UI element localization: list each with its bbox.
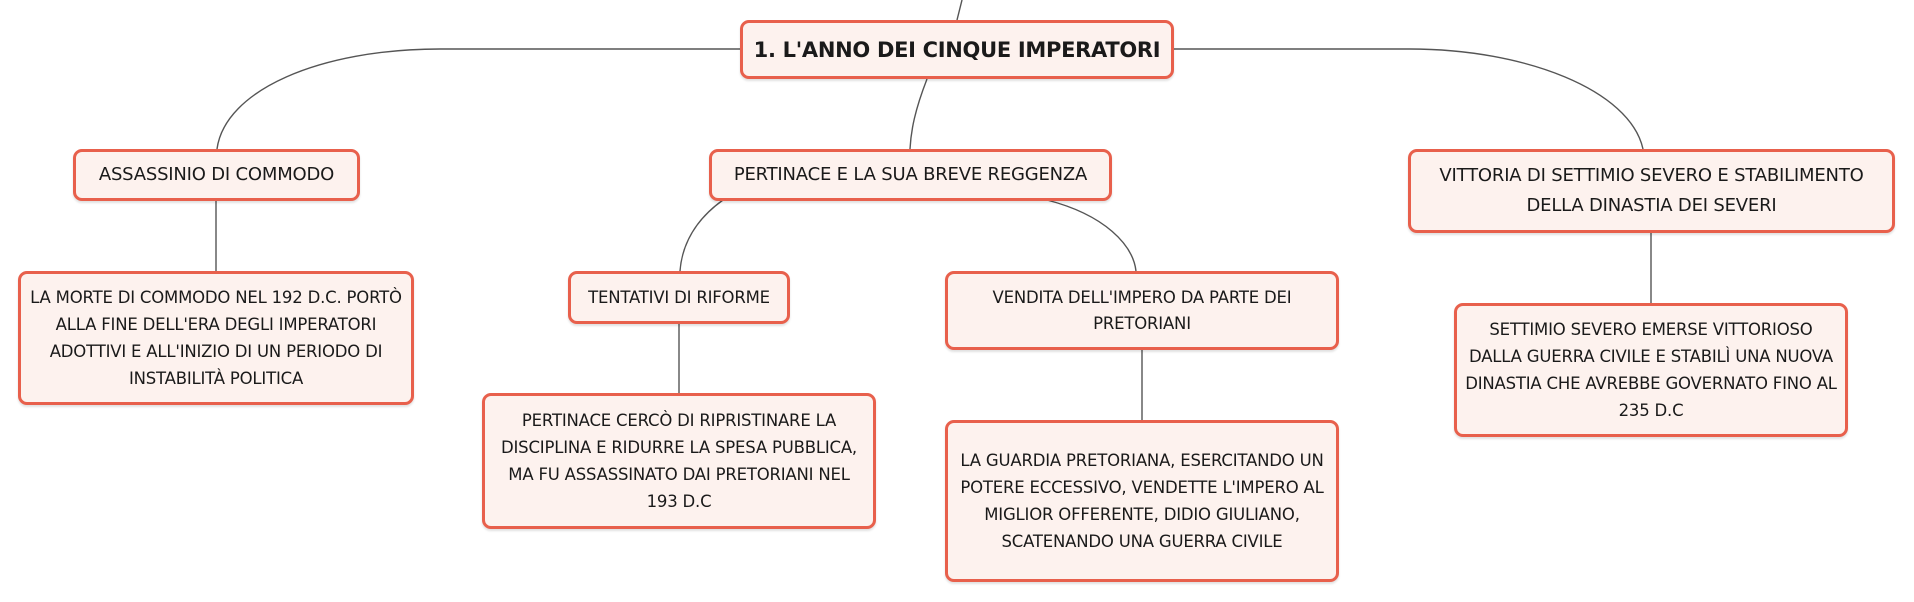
root-node-label: 1. L'ANNO DEI CINQUE IMPERATORI xyxy=(753,37,1161,62)
branch-node-label: VITTORIA DI SETTIMIO SEVERO E STABILIMENTO DELLA DINASTIA DEI SEVERI xyxy=(1439,165,1864,216)
branch-node-label: ASSASSINIO DI COMMODO xyxy=(98,164,335,185)
leaf-node-pertinace-cerco[interactable] xyxy=(482,393,876,529)
connector-root-to-settimio xyxy=(1172,49,1643,149)
branch-node-settimio[interactable] xyxy=(1408,149,1895,233)
branch-node-label: PERTINACE E LA SUA BREVE REGGENZA xyxy=(733,164,1088,185)
leaf-node-text: LA GUARDIA PRETORIANA, ESERCITANDO UN POTERE ECCESSIVO, VENDETTE L'IMPERO AL MIGLIOR OFFERENTE, DIDIO GIULIANO, SCATENANDO UNA GUERRA CIVILE xyxy=(960,451,1324,551)
leaf-node-guardia-pretoriana[interactable] xyxy=(945,420,1339,582)
connector-root-parent xyxy=(957,0,962,20)
sub-node-vendita-impero[interactable] xyxy=(945,271,1339,350)
sub-node-label: VENDITA DELL'IMPERO DA PARTE DEI PRETORIANI xyxy=(992,287,1292,333)
sub-node-label: TENTATIVI DI RIFORME xyxy=(588,287,770,307)
leaf-node-text: LA MORTE DI COMMODO NEL 192 D.C. PORTÒ ALLA FINE DELL'ERA DEGLI IMPERATORI ADOTTIVI E ALL'INIZIO DI UN PERIODO DI INSTABILITÀ POLITICA xyxy=(30,288,402,388)
branch-node-commodo[interactable] xyxy=(73,149,360,201)
connector-pertinace-to-vendita xyxy=(1047,200,1136,271)
sub-node-tentativi-riforme[interactable] xyxy=(568,271,790,324)
leaf-node-settimio-emerse[interactable] xyxy=(1454,303,1848,437)
leaf-node-morte-commodo[interactable] xyxy=(18,271,414,405)
leaf-node-text: SETTIMIO SEVERO EMERSE VITTORIOSO DALLA GUERRA CIVILE E STABILÌ UNA NUOVA DINASTIA CHE AVREBBE GOVERNATO FINO AL 235 D.C xyxy=(1465,320,1837,420)
leaf-node-text: PERTINACE CERCÒ DI RIPRISTINARE LA DISCIPLINA E RIDURRE LA SPESA PUBBLICA, MA FU ASSASSINATO DAI PRETORIANI NEL 193 D.C xyxy=(501,411,857,511)
connector-root-to-commodo xyxy=(217,49,740,149)
root-node[interactable] xyxy=(740,20,1174,79)
branch-node-pertinace[interactable] xyxy=(709,149,1112,201)
connector-root-to-pertinace xyxy=(910,79,927,149)
connector-pertinace-to-tentativi xyxy=(680,200,723,271)
